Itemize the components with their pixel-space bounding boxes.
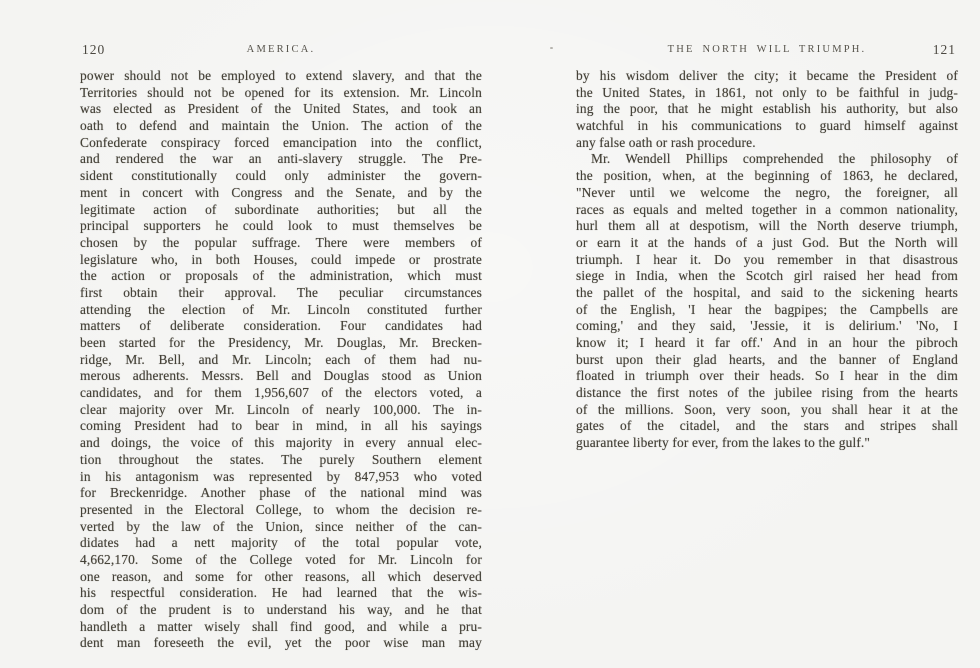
text-line: coming,' and they said, 'Jessie, it is delirium.' 'No, I: [576, 318, 958, 334]
text-line: merous adherents. Messrs. Bell and Douglas stood as Union: [80, 368, 482, 384]
page-body-left: [80, 68, 482, 652]
text-line: ridge, Mr. Bell, and Mr. Lincoln; each of them had nu-: [80, 351, 482, 367]
text-line: guarantee liberty for ever, from the lakes to the gulf.": [576, 435, 871, 451]
page-right: [576, 42, 958, 452]
text-line: or earn it at the hands of a just God. But the North will: [576, 234, 958, 250]
text-line: the position, when, at the beginning of 1863, he declared,: [576, 168, 958, 184]
text-line: chosen by the popular suffrage. There were members of: [80, 234, 482, 250]
text-line: floated in triumph over their heads. So I hear in the dim: [576, 368, 958, 384]
text-line: "Never until we welcome the negro, the foreigner, all: [576, 184, 958, 200]
text-line: in his antagonism was represented by 847,953 who voted: [80, 468, 482, 484]
text-line: races as equals and melted together in a common nationality,: [576, 201, 958, 217]
text-line: presented in the Electoral College, to whom the decision re-: [80, 501, 482, 517]
text-line: oath to defend and maintain the Union. The action of the: [80, 118, 482, 134]
page-body-right: [576, 68, 958, 452]
text-line: clear majority over Mr. Lincoln of nearly 100,000. The in-: [80, 401, 482, 417]
text-line: the United States, in 1861, not only to be faithful in judg-: [576, 84, 958, 100]
text-line: legitimate action of subordinate authorities; but all the: [80, 201, 482, 217]
text-line: of the millions. Soon, very soon, you shall hear it at the: [576, 401, 958, 417]
text-line: matters of deliberate consideration. Four candidates had: [80, 318, 482, 334]
scan-speck: [550, 47, 553, 49]
page-number-right: 121: [932, 42, 956, 57]
text-line: candidates, and for them 1,956,607 of the electors voted, a: [80, 385, 482, 401]
text-line: didates had a nett majority of the total popular vote,: [80, 535, 482, 551]
text-line: hurl them all at despotism, will the North deserve triumph,: [576, 218, 958, 234]
page-left: [80, 42, 482, 652]
text-line: distance the first notes of the jubilee rising from the hearts: [576, 385, 958, 401]
text-line: ing the poor, that he might establish his authority, but also: [576, 101, 958, 117]
text-line: siege in India, when the Scotch girl raised her head from: [576, 268, 958, 284]
text-line: Territories should not be opened for its extension. Mr. Lincoln: [80, 84, 482, 100]
running-head-left: AMERICA.: [246, 44, 316, 55]
running-head-right: THE NORTH WILL TRIUMPH.: [667, 44, 867, 55]
text-line: one reason, and some for other reasons, all which deserved: [80, 568, 482, 584]
text-line: tion throughout the states. The purely Southern element: [80, 451, 482, 467]
text-line: dent man foreseeth the evil, yet the poor wise man may: [80, 635, 482, 651]
text-line: gates of the citadel, and the stars and stripes shall: [576, 418, 958, 434]
text-line: first obtain their approval. The peculiar circumstances: [80, 284, 482, 300]
text-line: of the English, 'I hear the bagpipes; the Campbells are: [576, 301, 958, 317]
text-line: triumph. I hear it. Do you remember in that disastrous: [576, 251, 958, 267]
page-number-left: 120: [82, 42, 106, 57]
page-header-right: [576, 42, 958, 58]
text-line: his respectful consideration. He had learned that the wis-: [80, 585, 482, 601]
text-line: and doings, the voice of this majority in every annual elec-: [80, 435, 482, 451]
text-line: dom of the prudent is to understand his way, and he that: [80, 602, 482, 617]
text-line: been started for the Presidency, Mr. Douglas, Mr. Brecken-: [80, 335, 482, 350]
text-line: coming President had to bear in mind, in all his sayings: [80, 418, 482, 434]
text-line: the action or proposals of the administration, which must: [80, 268, 482, 284]
text-line: watchful in his communications to guard himself against: [576, 118, 958, 134]
text-line: attending the election of Mr. Lincoln constituted further: [80, 301, 482, 317]
text-line: Mr. Wendell Phillips comprehended the philosophy of: [591, 151, 958, 167]
page-header-left: [80, 42, 482, 58]
text-line: verted by the law of the Union, since neither of the can-: [80, 518, 482, 534]
text-line: the pallet of the hospital, and said to the sickening hearts: [576, 284, 958, 300]
text-line: sident constitutionally could only administer the govern-: [80, 168, 482, 184]
text-line: any false oath or rash procedure.: [576, 134, 756, 150]
text-line: by his wisdom deliver the city; it became the President of: [576, 68, 958, 83]
text-line: handleth a matter wisely shall find good, and while a pru-: [80, 618, 482, 634]
text-line: for Breckenridge. Another phase of the national mind was: [80, 485, 482, 501]
text-line: power should not be employed to extend slavery, and that the: [80, 68, 482, 83]
text-line: principal supporters he could look to must themselves be: [80, 218, 482, 234]
text-line: know it; I heard it far off.' And in an hour the pibroch: [576, 335, 958, 350]
text-line: was elected as President of the United States, and took an: [80, 101, 482, 117]
text-line: burst upon their glad hearts, and the banner of England: [576, 351, 958, 367]
text-line: ment in concert with Congress and the Senate, and by the: [80, 184, 482, 200]
text-line: and rendered the war an anti-slavery struggle. The Pre-: [80, 151, 482, 167]
text-line: 4,662,170. Some of the College voted for Mr. Lincoln for: [80, 551, 482, 567]
text-line: legislature who, in both Houses, could impede or prostrate: [80, 251, 482, 267]
text-line: Confederate conspiracy forced emancipation into the conflict,: [80, 134, 482, 150]
